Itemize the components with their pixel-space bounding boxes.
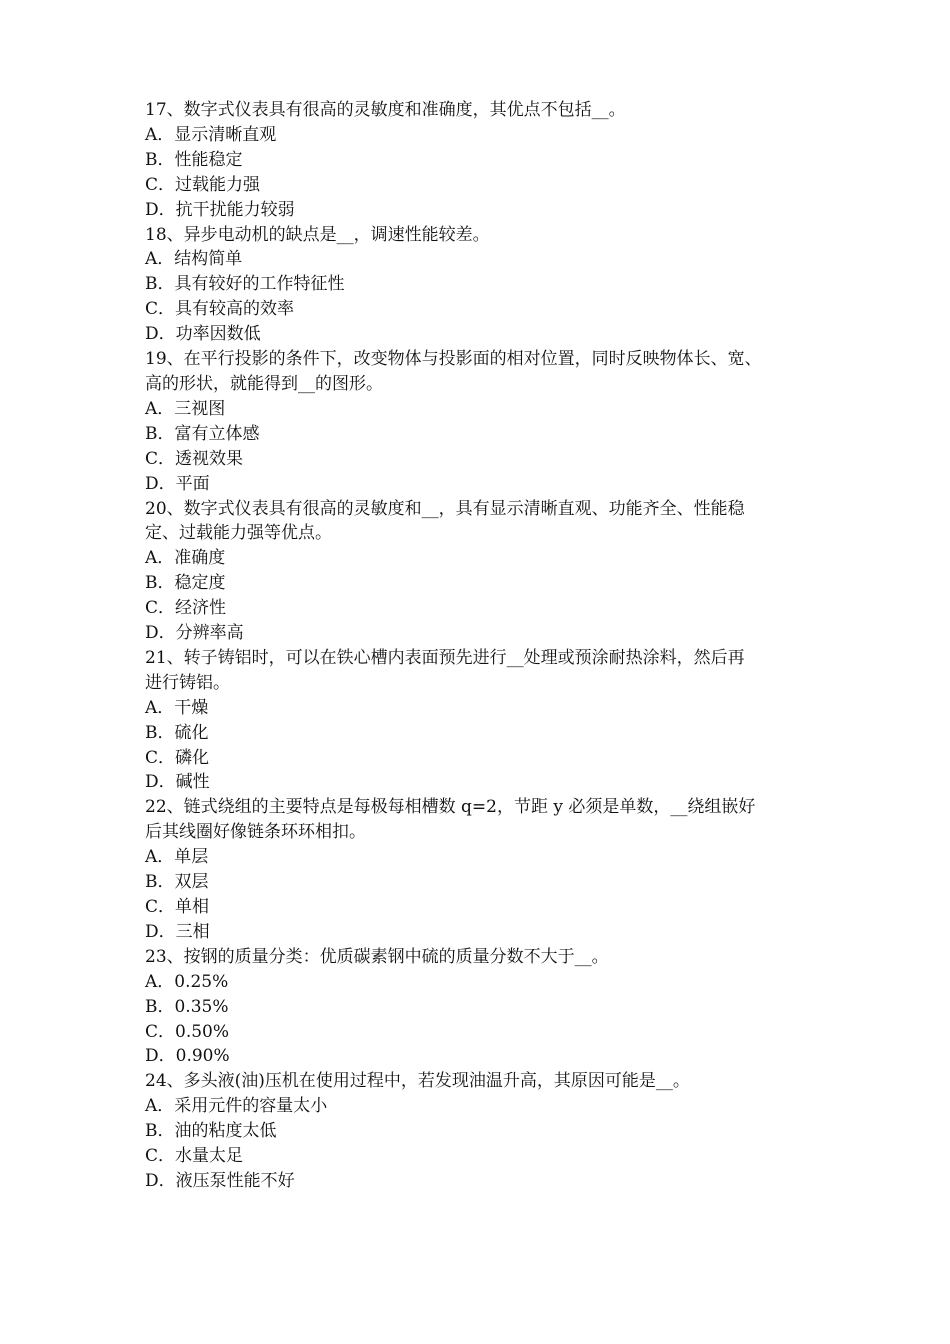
option-a: A．0.25%	[145, 971, 229, 992]
option-a: A．干燥	[145, 697, 209, 718]
question-24	[145, 1069, 815, 1194]
question-stem-line-1: 19、在平行投影的条件下，改变物体与投影面的相对位置，同时反映物体长、宽、	[145, 349, 762, 370]
option-b: B．硫化	[145, 722, 209, 743]
option-a: A．三视图	[145, 398, 226, 419]
option-d: D．分辨率高	[145, 623, 244, 644]
option-d: D．功率因数低	[145, 324, 261, 345]
question-21	[145, 646, 815, 795]
question-23	[145, 945, 815, 1070]
question-stem: 23、按钢的质量分类：优质碳素钢中硫的质量分数不大于__。	[145, 946, 609, 967]
question-stem-line-1: 22、链式绕组的主要特点是每极每相槽数 q=2，节距 y 必须是单数，__绕组嵌好	[145, 797, 756, 818]
question-17	[145, 98, 815, 223]
option-c: C．单相	[145, 897, 210, 917]
option-a: A．显示清晰直观	[145, 124, 277, 145]
option-b: B．双层	[145, 872, 209, 893]
option-c: C．具有较高的效率	[145, 299, 295, 320]
option-b: B．富有立体感	[145, 423, 260, 444]
option-a: A．结构简单	[145, 249, 243, 270]
option-d: D．碱性	[145, 772, 210, 793]
option-c: C．透视效果	[145, 448, 244, 469]
document-page	[145, 98, 815, 1194]
question-stem: 24、多头液(油)压机在使用过程中，若发现油温升高，其原因可能是__。	[145, 1071, 690, 1092]
option-b: B．稳定度	[145, 573, 226, 594]
question-20	[145, 497, 815, 646]
question-stem: 17、数字式仪表具有很高的灵敏度和准确度，其优点不包括__。	[145, 100, 626, 120]
option-c: C．经济性	[145, 598, 227, 619]
option-b: B．油的粘度太低	[145, 1121, 277, 1142]
question-stem-line-1: 20、数字式仪表具有很高的灵敏度和__，具有显示清晰直观、功能齐全、性能稳	[145, 498, 745, 519]
option-a: A．准确度	[145, 548, 226, 569]
question-stem-line-2: 进行铸铝。	[145, 672, 230, 693]
option-c: C．磷化	[145, 747, 210, 768]
option-d: D．平面	[145, 473, 210, 494]
option-c: C．水量太足	[145, 1146, 244, 1167]
option-c: C．0.50%	[145, 1021, 230, 1042]
question-stem-line-2: 高的形状，就能得到__的图形。	[145, 373, 383, 394]
question-22	[145, 795, 815, 944]
option-b: B．0.35%	[145, 996, 229, 1017]
option-d: D．抗干扰能力较弱	[145, 199, 295, 220]
option-b: B．具有较好的工作特征性	[145, 274, 345, 295]
question-stem-line-2: 后其线圈好像链条环环相扣。	[145, 822, 366, 843]
question-stem-line-1: 21、转子铸铝时，可以在铁心槽内表面预先进行__处理或预涂耐热涂料，然后再	[145, 647, 745, 668]
question-19	[145, 347, 815, 496]
option-d: D．0.90%	[145, 1046, 230, 1067]
option-b: B．性能稳定	[145, 149, 243, 170]
question-18	[145, 223, 815, 348]
option-a: A．采用元件的容量太小	[145, 1096, 328, 1117]
option-c: C．过载能力强	[145, 174, 261, 195]
question-stem: 18、异步电动机的缺点是__，调速性能较差。	[145, 224, 490, 245]
option-d: D．三相	[145, 921, 210, 942]
question-stem-line-2: 定、过载能力强等优点。	[145, 523, 332, 544]
option-d: D．液压泵性能不好	[145, 1170, 295, 1191]
option-a: A．单层	[145, 847, 209, 868]
